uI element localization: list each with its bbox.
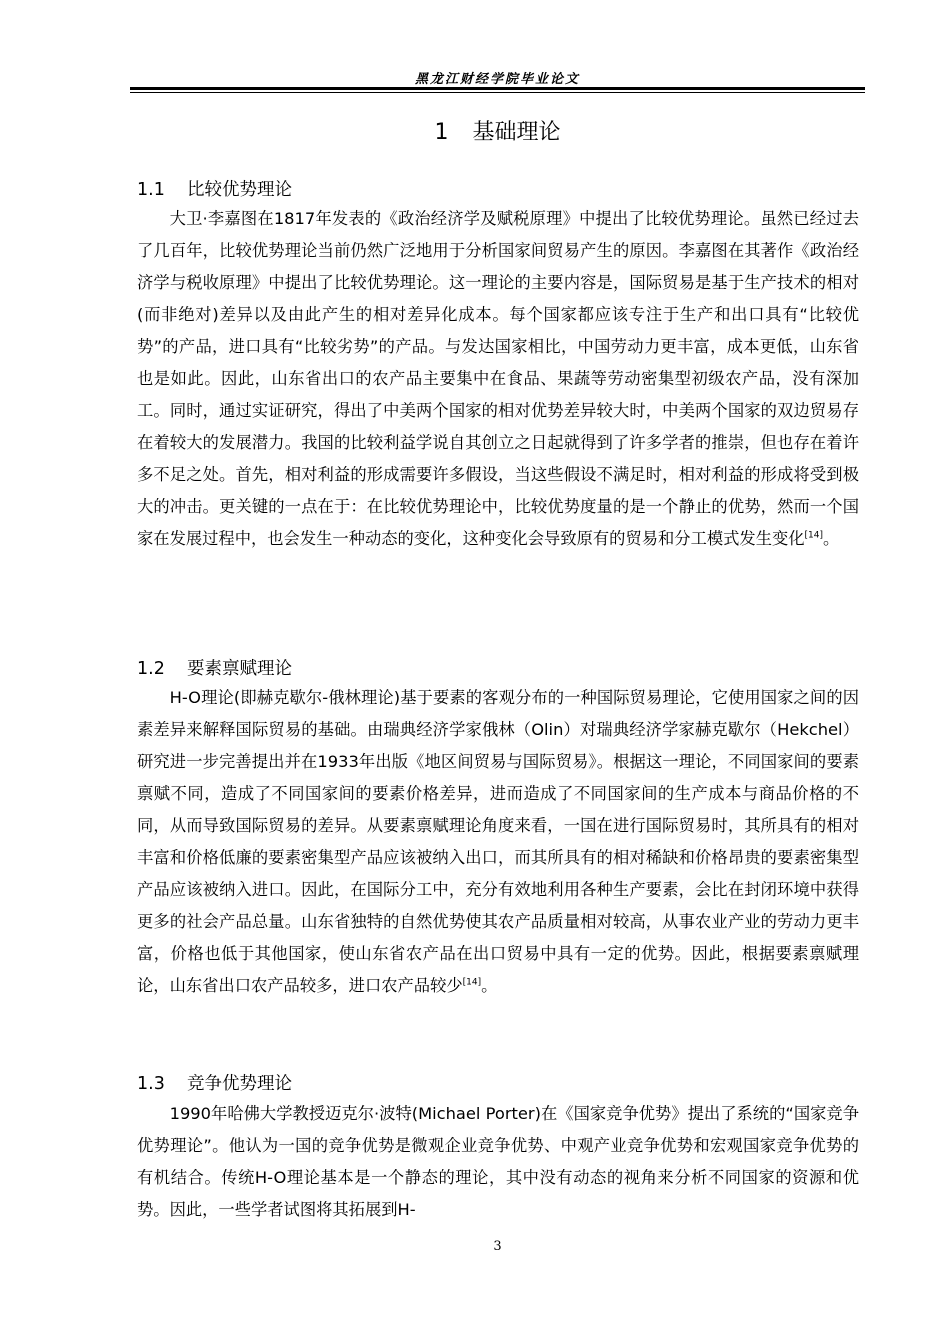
- paragraph-competitive-advantage: [137, 1098, 859, 1226]
- header-rule-thin: [130, 92, 865, 93]
- chapter-title: [130, 115, 865, 146]
- paragraph-factor-endowment: [137, 682, 859, 1002]
- chapter-title-text: 基础理论: [472, 120, 561, 145]
- paragraph-text: 1990年哈佛大学教授迈克尔·波特(Michael Porter)在《国家竞争优势》提出了系统的“国家竞争优势理论”。他认为一国的竞争优势是微观企业竞争优势、中观产业竞争优势和宏观国家竞争优势的有机结合。传统H-O理论基本是一个静态的理论，其中没有动态的视角来分析不同国家的资源和优势。因此，一些学者试图将其拓展到H-: [137, 1104, 859, 1219]
- chapter-number: 1: [434, 120, 449, 145]
- running-header: 黑龙江财经学院毕业论文: [414, 72, 580, 87]
- paragraph-text: H-O理论(即赫克歇尔-俄林理论)基于要素的客观分布的一种国际贸易理论，它使用国家之间的因素差异来解释国际贸易的基础。由瑞典经济学家俄林（Olin）对瑞典经济学家赫克歇尔（Hekchel）研究进一步完善提出并在1933年出版《地区间贸易与国际贸易》。根据这一理论，不同国家间的要素禀赋不同，造成了不同国家间的要素价格差异，进而造成了不同国家间的生产成本与商品价格的不同，从而导致国际贸易的差异。从要素禀赋理论角度来看，一国在进行国际贸易时，其所具有的相对丰富和价格低廉的要素密集型产品应该被纳入出口，而其所具有的相对稀缺和价格昂贵的要素密集型产品应该被纳入进口。因此，在国际分工中，充分有效地利用各种生产要素，会比在封闭环境中获得更多的社会产品总量。山东省独特的自然优势使其农产品质量相对较高，从事农业产业的劳动力更丰富，价格也低于其他国家，使山东省农产品在出口贸易中具有一定的优势。因此，根据要素禀赋理论，山东省出口农产品较多，进口农产品较少: [137, 688, 859, 995]
- paragraph-comparative-advantage: [137, 203, 859, 555]
- paragraph-end: 。: [823, 529, 840, 548]
- section-title: 竞争优势理论: [187, 1074, 292, 1094]
- paragraph-end: 。: [481, 976, 498, 995]
- section-title: 比较优势理论: [187, 180, 292, 200]
- section-heading-1-2: [137, 655, 292, 680]
- section-title: 要素禀赋理论: [187, 659, 292, 679]
- section-heading-1-1: [137, 176, 292, 201]
- header-rule-thick: [130, 87, 865, 90]
- page-number: 3: [493, 1239, 502, 1254]
- section-heading-1-3: [137, 1070, 292, 1095]
- citation-marker: [14]: [462, 977, 482, 988]
- paragraph-text: 大卫·李嘉图在1817年发表的《政治经济学及赋税原理》中提出了比较优势理论。虽然已经过去了几百年，比较优势理论当前仍然广泛地用于分析国家间贸易产生的原因。李嘉图在其著作《政治经济学与税收原理》中提出了比较优势理论。这一理论的主要内容是，国际贸易是基于生产技术的相对(而非绝对)差异以及由此产生的相对差异化成本。每个国家都应该专注于生产和出口具有“比较优势”的产品，进口具有“比较劣势”的产品。与发达国家相比，中国劳动力更丰富，成本更低，山东省也是如此。因此，山东省出口的农产品主要集中在食品、果蔬等劳动密集型初级农产品，没有深加工。同时，通过实证研究，得出了中美两个国家的相对优势差异较大时，中美两个国家的双边贸易存在着较大的发展潜力。我国的比较利益学说自其创立之日起就得到了许多学者的推崇，但也存在着许多不足之处。首先，相对利益的形成需要许多假设，当这些假设不满足时，相对利益的形成将受到极大的冲击。更关键的一点在于：在比较优势理论中，比较优势度量的是一个静止的优势，然而一个国家在发展过程中，也会发生一种动态的变化，这种变化会导致原有的贸易和分工模式发生变化: [137, 209, 859, 548]
- section-number: 1.1: [137, 180, 165, 200]
- section-number: 1.3: [137, 1074, 165, 1094]
- citation-marker: [14]: [804, 530, 824, 541]
- section-number: 1.2: [137, 659, 165, 679]
